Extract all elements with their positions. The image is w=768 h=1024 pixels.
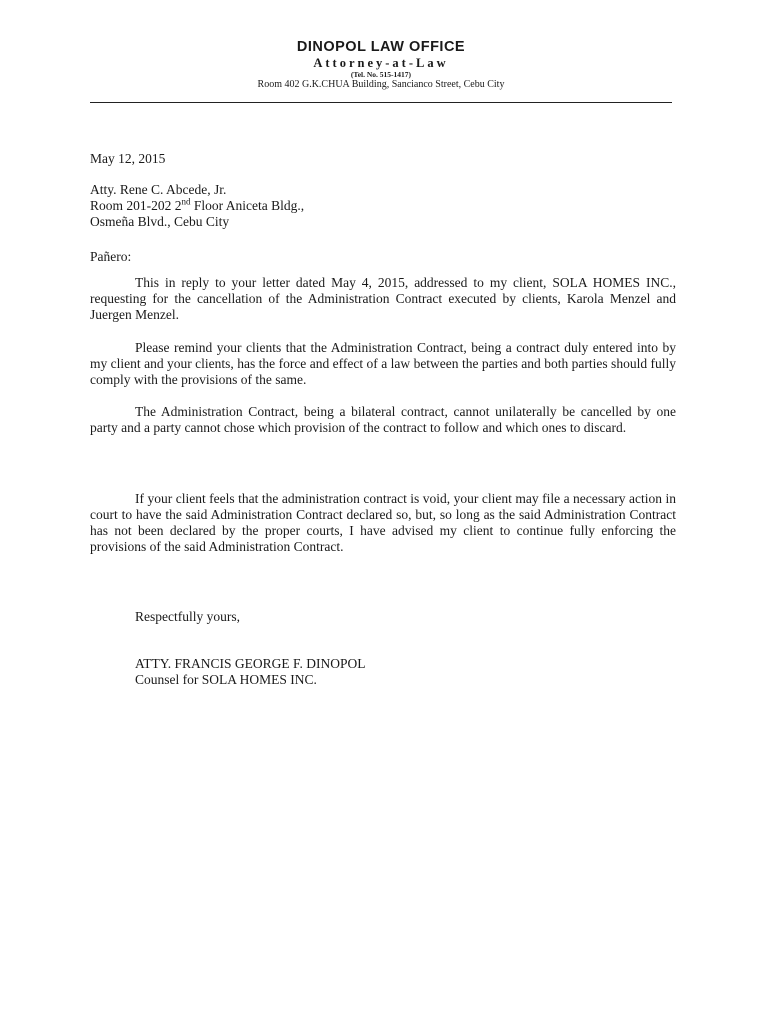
salutation: Pañero: xyxy=(90,249,132,264)
floor-ordinal-suffix: nd xyxy=(181,196,191,207)
signatory-name: ATTY. FRANCIS GEORGE F. DINOPOL xyxy=(135,656,366,671)
paragraph-4: If your client feels that the administration contract is void, your client may file a necessary action in court to have the said Administration Contract declared so, but, so long as the said Administration Contract has not been declared by the proper courts, I have advised my client to continue fully enforcing the provisions of the said Administration Contract. xyxy=(90,491,676,554)
telephone-number: (Tel. No. 515-1417) xyxy=(350,70,412,79)
paragraph-2: Please remind your clients that the Administration Contract, being a contract duly entered into by my client and your clients, has the force and effect of a law between the parties and both parties should fully comply with the provisions of the same. xyxy=(90,340,676,387)
addressee-name: Atty. Rene C. Abcede, Jr. xyxy=(90,182,227,197)
signatory-title: Counsel for SOLA HOMES INC. xyxy=(135,672,317,687)
office-title: Attorney-at-Law xyxy=(313,56,449,70)
letterhead-divider xyxy=(90,102,672,103)
paragraph-3: The Administration Contract, being a bilateral contract, cannot unilaterally be cancelled by one party and a party cannot chose which provision of the contract to follow and which ones to discard. xyxy=(90,404,676,435)
letterhead xyxy=(90,38,672,91)
office-address: Room 402 G.K.CHUA Building, Sancianco Street, Cebu City xyxy=(257,79,505,90)
addressee-address-line-2 xyxy=(90,198,676,214)
office-name: DINOPOL LAW OFFICE xyxy=(296,39,466,55)
paragraph-1: This in reply to your letter dated May 4, 2015, addressed to my client, SOLA HOMES INC., requesting for the cancellation of the Administration Contract executed by clients, Karola Menzel and Juergen Menzel. xyxy=(90,275,676,322)
closing: Respectfully yours, xyxy=(135,609,240,624)
signature-block xyxy=(135,656,365,688)
address-line-2-suffix: Floor Aniceta Bldg., xyxy=(190,198,305,213)
address-line-2-prefix: Room 201-202 2 xyxy=(90,198,182,213)
addressee-block xyxy=(90,182,676,230)
letter-date: May 12, 2015 xyxy=(90,151,166,166)
addressee-address-line-3: Osmeña Blvd., Cebu City xyxy=(90,214,230,229)
